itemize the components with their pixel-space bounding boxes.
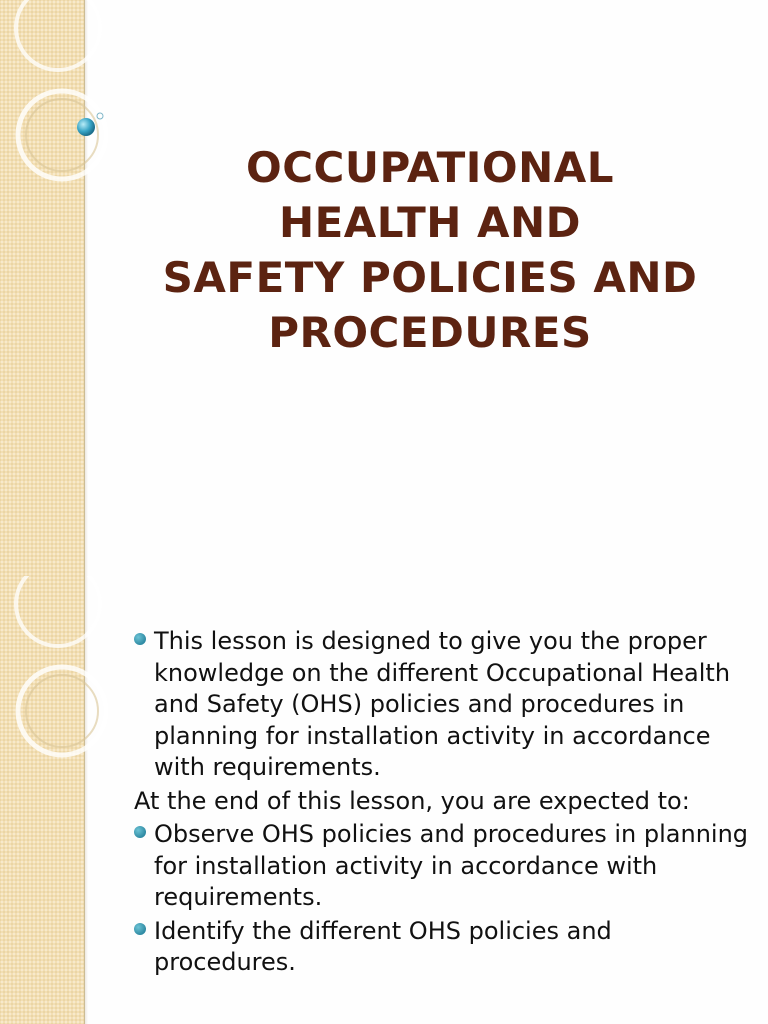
list-item — [134, 916, 754, 979]
bullet-dot-icon — [134, 826, 146, 838]
bullet-dot-icon — [134, 923, 146, 935]
sidebar-shadow — [84, 576, 88, 1024]
bullet-dot-icon — [134, 633, 146, 645]
list-item — [134, 626, 754, 784]
objectives-slide — [0, 576, 768, 1024]
bullet-text: This lesson is designed to give you the proper knowledge on the different Occupational Health and Safety (OHS) policies and procedures in planning for installation activity in accordance with requirements. — [154, 627, 731, 781]
decorative-sidebar — [0, 0, 85, 576]
slide-title — [110, 140, 750, 360]
slide-content — [134, 626, 754, 981]
list-item — [134, 819, 754, 914]
title-line: SAFETY POLICIES AND — [162, 253, 698, 302]
decorative-sidebar — [0, 576, 85, 1024]
title-line: HEALTH AND — [278, 198, 582, 247]
bullet-text: Observe OHS policies and procedures in planning for installation activity in accordance with requirements. — [154, 820, 749, 911]
intro-text: At the end of this lesson, you are expected to: — [134, 786, 690, 815]
title-line: OCCUPATIONAL — [245, 143, 615, 192]
sidebar-shadow — [84, 0, 88, 576]
title-line: PROCEDURES — [268, 308, 592, 357]
bullet-text: Identify the different OHS policies and procedures. — [154, 916, 612, 976]
